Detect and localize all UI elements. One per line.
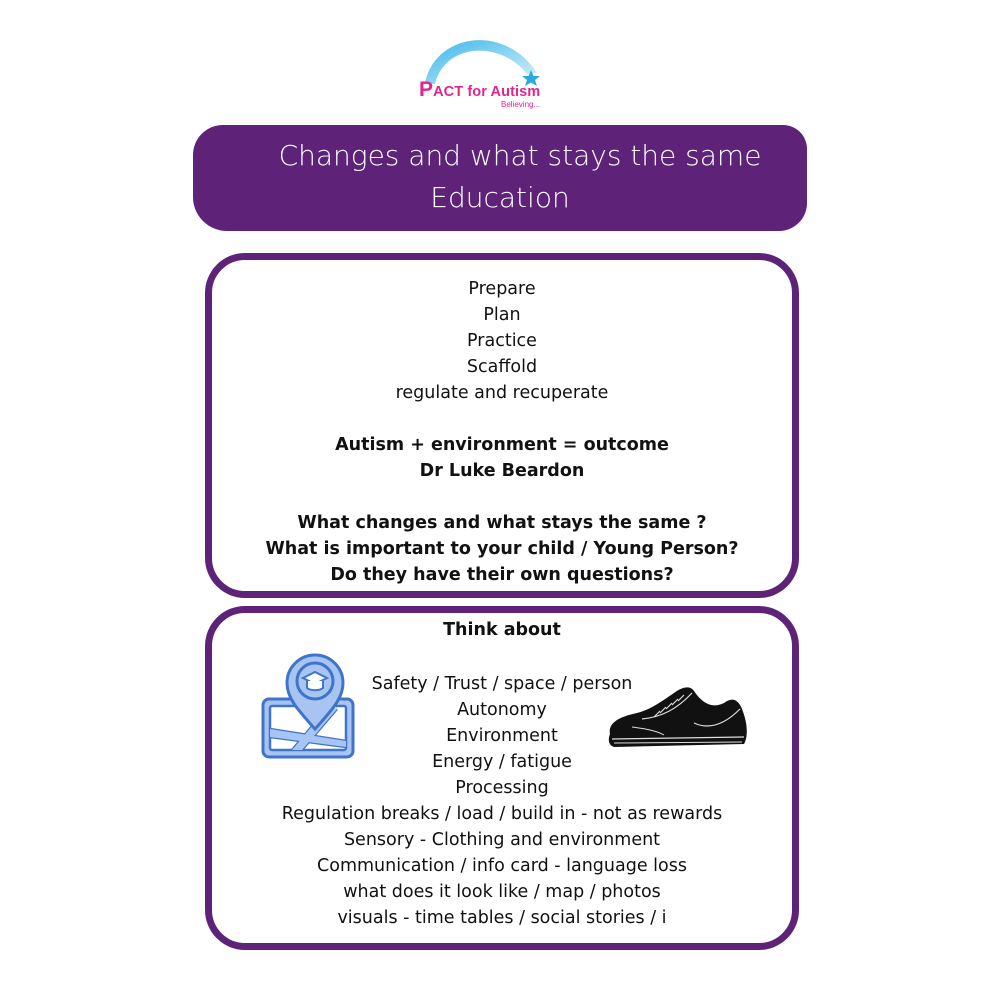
strategy-item: Practice (467, 331, 537, 351)
strategy-item: Prepare (468, 279, 536, 299)
think-about-item: Sensory - Clothing and environment (343, 830, 661, 850)
quote-author: Dr Luke Beardon (419, 461, 585, 481)
pact-for-autism-logo (415, 28, 585, 118)
strategy-item: Scaffold (466, 357, 538, 377)
question-item: Do they have their own questions? (330, 565, 674, 585)
strategy-item: Plan (483, 305, 521, 325)
think-about-heading: Think about (443, 620, 561, 640)
logo-tagline: Believing... (501, 100, 541, 109)
question-item: What is important to your child / Young Person? (265, 539, 739, 559)
think-about-box (205, 606, 799, 950)
page-subtitle: Education (430, 181, 570, 214)
think-about-item: Environment (446, 726, 558, 746)
think-about-item: Regulation breaks / load / build in - not as rewards (281, 804, 723, 824)
think-about-item: Communication / info card - language loss (317, 856, 687, 876)
think-about-item: visuals - time tables / social stories / i (337, 908, 667, 928)
think-about-item: Processing (455, 778, 549, 798)
page-title: Changes and what stays the same (278, 139, 762, 172)
quote-formula: Autism + environment = outcome (335, 435, 669, 455)
question-item: What changes and what stays the same ? (297, 513, 707, 533)
logo-wordmark: PACT for Autism (419, 78, 541, 101)
title-banner (193, 125, 807, 231)
think-about-item: Energy / fatigue (432, 752, 572, 772)
think-about-item: Autonomy (457, 700, 547, 720)
think-about-item: Safety / Trust / space / person (371, 674, 633, 694)
think-about-item: what does it look like / map / photos (343, 882, 661, 902)
strategies-box (205, 253, 799, 598)
strategy-item: regulate and recuperate (395, 383, 609, 403)
